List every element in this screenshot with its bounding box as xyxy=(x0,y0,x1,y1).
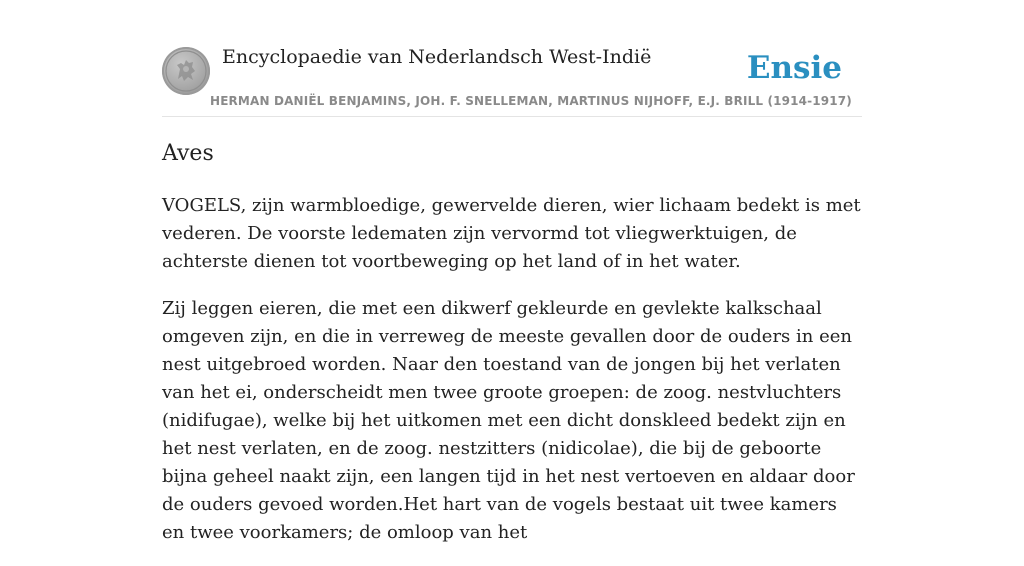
header xyxy=(162,40,862,117)
brand-logo[interactable]: Ensie xyxy=(746,50,842,86)
encyclopedia-title[interactable]: Encyclopaedie van Nederlandsch West-Indië xyxy=(222,46,652,68)
coin-emblem-graphic xyxy=(162,47,210,95)
article xyxy=(162,138,862,566)
coin-lion-icon[interactable] xyxy=(162,47,210,95)
authors-line: HERMAN DANIËL BENJAMINS, JOH. F. SNELLEMAN, MARTINUS NIJHOFF, E.J. BRILL (1914-1917) xyxy=(210,94,852,108)
article-paragraph: VOGELS, zijn warmbloedige, gewervelde dieren, wier lichaam bedekt is met vederen. De voorste ledematen zijn vervormd tot vliegwerktuigen, de achterste dienen tot voortbeweging op het land of in het water. xyxy=(162,195,861,272)
article-title: Aves xyxy=(162,141,214,166)
article-paragraph: Zij leggen eieren, die met een dikwerf gekleurde en gevlekte kalkschaal omgeven zijn, en die in verreweg de meeste gevallen door de ouders in een nest uitgebroed worden. Naar den toestand van de jongen bij het verlaten van het ei, onderscheidt men twee groote groepen: de zoog. nestvluchters (nidifugae), welke bij het uitkomen met een dicht donskleed bedekt zijn en het nest verlaten, en de zoog. nestzitters (nidicolae), die bij de geboorte bijna geheel naakt zijn, een langen tijd in het nest vertoeven en aldaar door de ouders gevoed worden.Het hart van de vogels bestaat uit twee kamers en twee voorkamers; de omloop van het xyxy=(162,298,855,543)
